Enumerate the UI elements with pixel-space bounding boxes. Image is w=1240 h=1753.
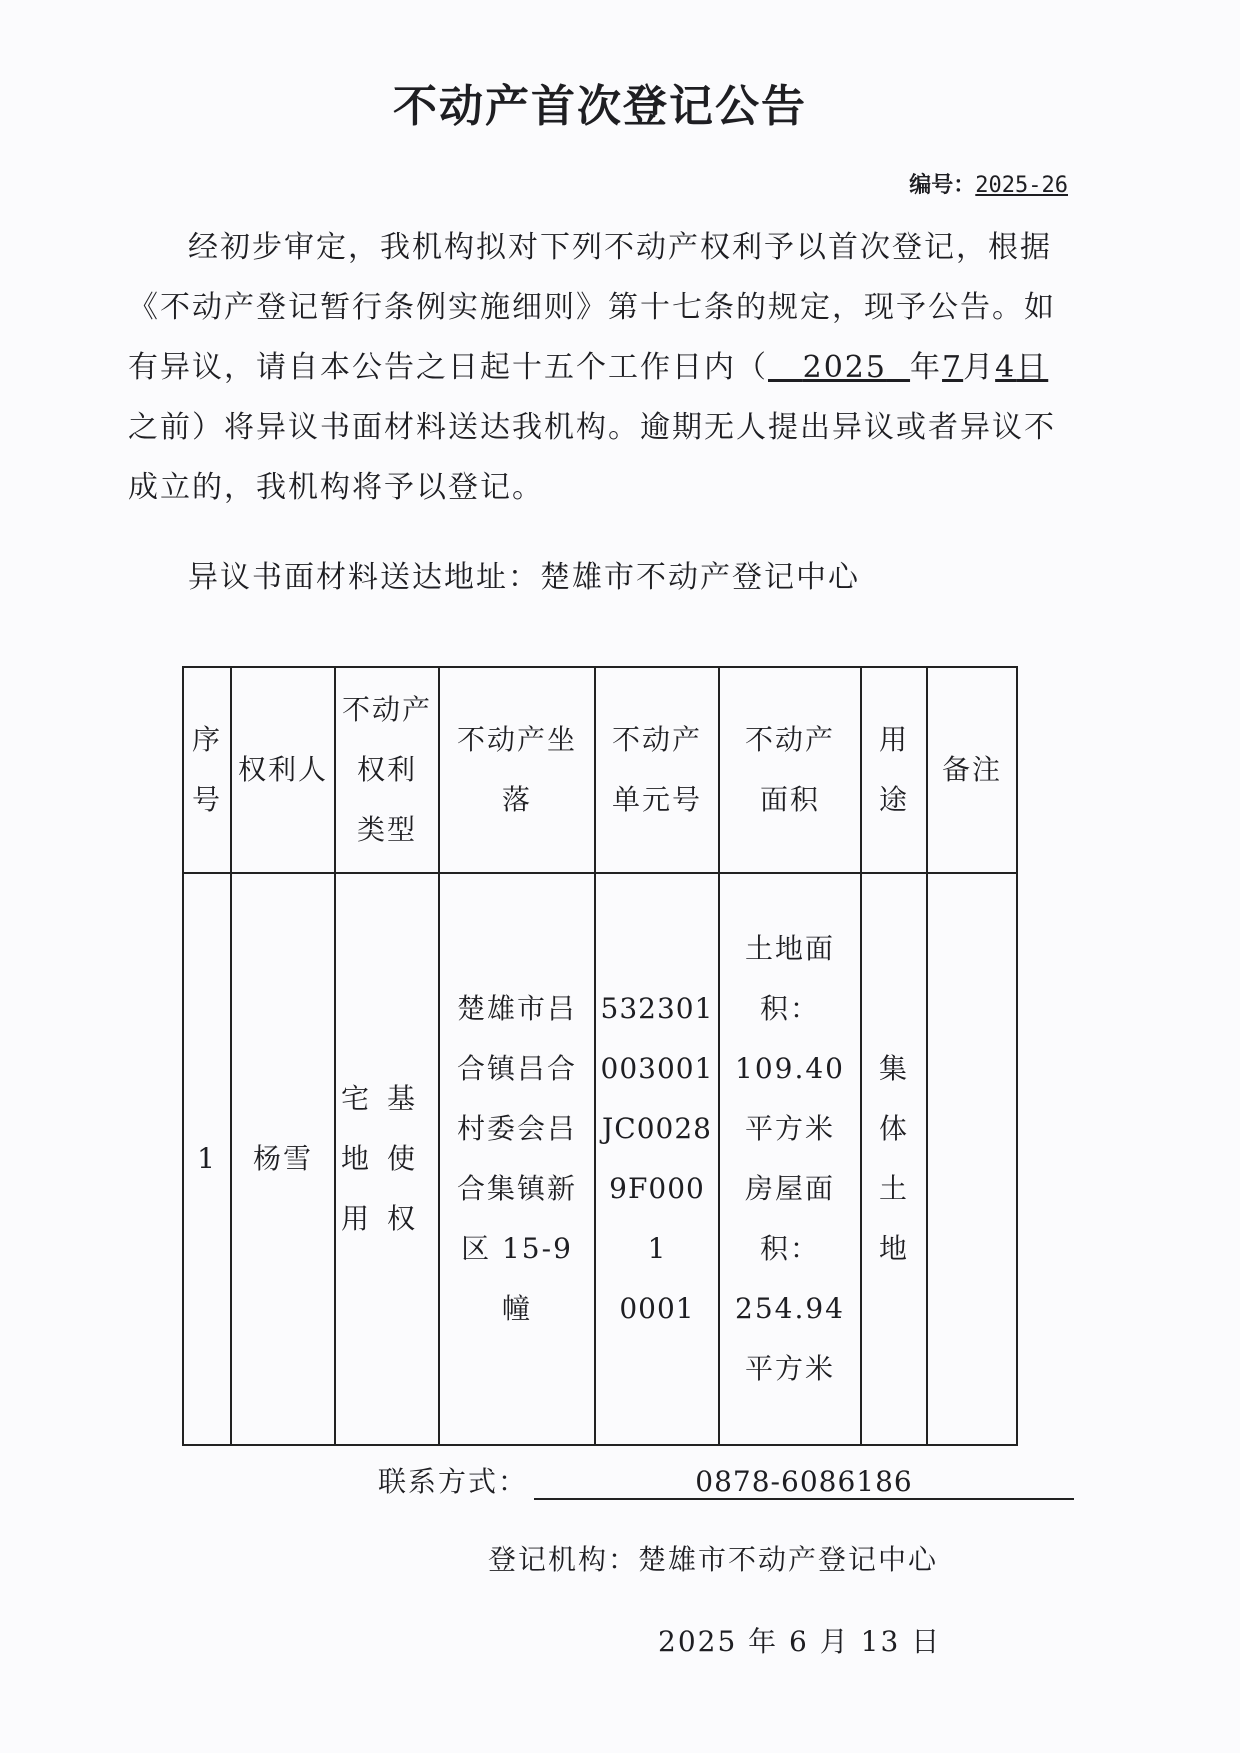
header-seq: 序 号 [183, 667, 231, 873]
body-part1: 经初步审定，我机构拟对下列不动产权利予以首次登记，根据《不动产登记暂行条例实施细则》第十七条的规定，现予公告。如有异议，请自本公告之日起十五个工作日内（ [128, 230, 1056, 385]
month-char: 月 [963, 350, 996, 385]
page-title: 不动产首次登记公告 [393, 81, 807, 132]
year-char: 年 [910, 350, 943, 385]
deadline-year: 2025 [802, 350, 887, 385]
contact-info [378, 1460, 1074, 1500]
cell-location: 楚雄市吕 合镇吕合 村委会吕 合集镇新 区 15-9 幢 [439, 873, 595, 1445]
cell-seq: 1 [183, 873, 231, 1445]
header-remark: 备注 [927, 667, 1017, 873]
cell-area: 土地面 积： 109.40 平方米 房屋面 积： 254.94 平方米 [719, 873, 861, 1445]
notice-date: 2025 年 6 月 13 日 [658, 1625, 942, 1658]
contact-label: 联系方式： [378, 1465, 529, 1498]
header-right-type: 不动产 权利 类型 [335, 667, 439, 873]
table-row [183, 873, 1017, 1445]
objection-address [188, 552, 860, 596]
contact-phone: 0878-6086186 [534, 1465, 1074, 1500]
cell-right-type: 宅基 地使 用权 [335, 873, 439, 1445]
table-header-row [183, 667, 1017, 873]
cell-unit-no: 532301 003001 JC0028 9F0001 0001 [595, 873, 719, 1445]
header-area: 不动产 面积 [719, 667, 861, 873]
body-part2: 之前）将异议书面材料送达我机构。逾期无人提出异议或者异议不成立的，我机构将予以登记。 [128, 410, 1056, 505]
doc-number-label: 编号： [909, 173, 976, 198]
address-label: 异议书面材料送达地址： [188, 560, 540, 595]
cell-remark [927, 873, 1017, 1445]
deadline-day: 4日 [995, 350, 1049, 385]
deadline-month: 7 [942, 350, 964, 385]
header-usage: 用途 [861, 667, 927, 873]
doc-number [909, 168, 1068, 199]
registration-agency: 登记机构：楚雄市不动产登记中心 [488, 1543, 939, 1576]
doc-number-value: 2025-26 [975, 173, 1068, 198]
registration-table [182, 666, 1018, 1446]
cell-usage: 集 体 土 地 [861, 873, 927, 1445]
notice-body [128, 218, 1080, 518]
header-location: 不动产坐落 [439, 667, 595, 873]
header-unit-no: 不动产 单元号 [595, 667, 719, 873]
cell-owner: 杨雪 [231, 873, 335, 1445]
header-owner: 权利人 [231, 667, 335, 873]
address-value: 楚雄市不动产登记中心 [540, 560, 860, 595]
